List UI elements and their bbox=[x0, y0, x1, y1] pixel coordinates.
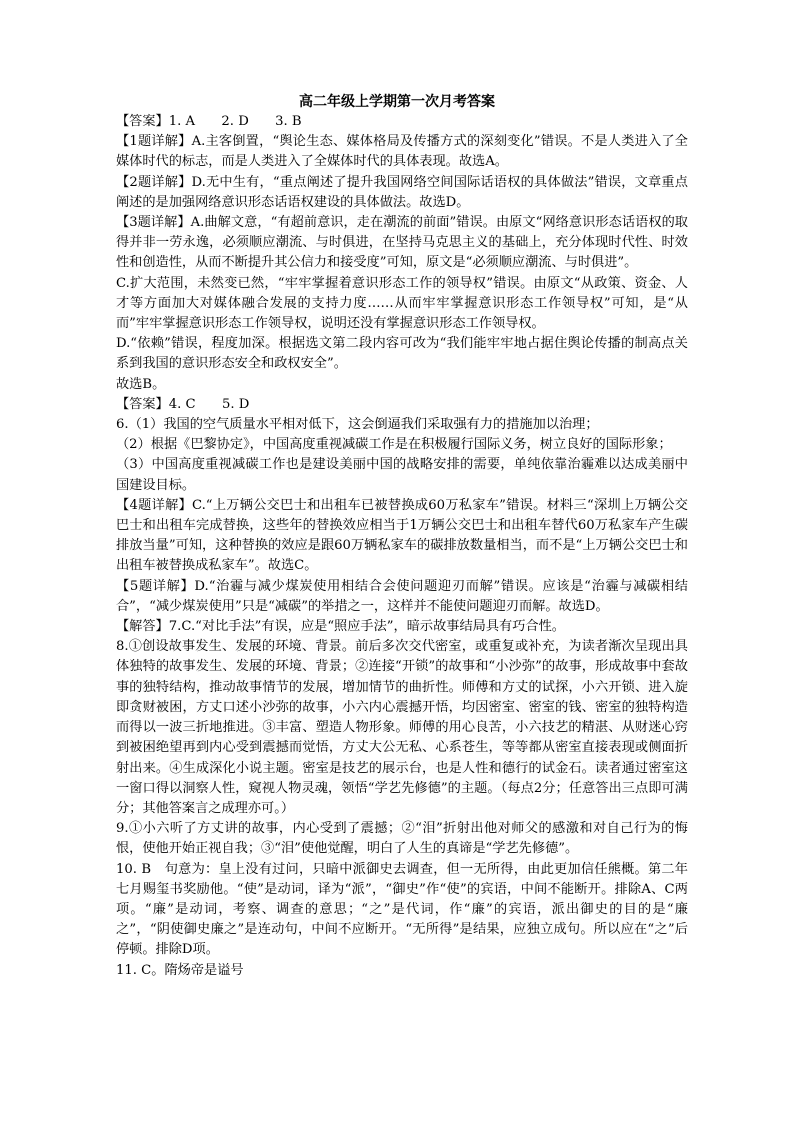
answer-paragraph: 8.①创设故事发生、发展的环境、背景。前后多次交代密室，或重复或补充，为读者渐次呈现出具体独特的故事发生、发展的环境、背景；②连接“开锁”的故事和“小沙弥”的故事，形成故事中套故事的独特结构，推动故事情节的发展，增加情节的曲折性。师傅和方丈的试探，小六开锁、进入旋即贪财被困，方丈口述小沙弥的故事，小六内心震撼开悟，均因密室、密室的钱、密室的独特构造而得以一波三折地推进。③丰富、塑造人物形象。师傅的用心良苦，小六技艺的精湛、从财迷心窍到被困绝望再到内心受到震撼而觉悟，方丈大公无私、心系苍生，等等都从密室直接表现或侧面折射出来。④生成深化小说主题。密室是技艺的展示台，也是人性和德行的试金石。读者通过密室这一窗口得以洞察人性，窥视人物灵魂，领悟“学艺先修德”的主题。（每点2分；任意答出三点即可满分；其他答案言之成理亦可。） bbox=[116, 639, 688, 816]
answer-paragraph: 故选B。 bbox=[116, 376, 166, 392]
answer-paragraph: D.“依赖”错误，程度加深。根据选文第二段内容可改为“我们能牢牢地占据住舆论传播的制高点关系到我国的意识形态安全和政权安全”。 bbox=[116, 336, 688, 372]
answer-paragraph: 10. B 句意为：皇上没有过问，只暗中派御史去调查，但一无所得，由此更加信任熊概。第二年七月赐玺书奖励他。“使”是动词，译为“派”，“御史”作“使”的宾语，中间不能断开。排除A、C两项。“廉”是动词，考察、调查的意思；“之”是代词，作“廉”的宾语，派出御史的目的是“廉之”，“阴使御史廉之”是连动句，中间不应断开。“无所得”是结果，应独立成句。所以应在“之”后停顿。排除D项。 bbox=[116, 861, 688, 958]
answer-paragraph: （3）中国高度重视减碳工作也是建设美丽中国的战略安排的需要，单纯依靠治霾难以达成美丽中国建设目标。 bbox=[116, 457, 688, 493]
answer-paragraph: C.扩大范围，未然变已然，“牢牢掌握着意识形态工作的领导权”错误。由原文“从政策、资金、人才等方面加大对媒体融合发展的支持力度……从而牢牢掌握意识形态工作领导权”可知，是“从而”牢牢掌握意识形态工作领导权，说明还没有掌握意识形态工作领导权。 bbox=[116, 275, 688, 332]
answer-paragraph: 【2题详解】D.无中生有，“重点阐述了提升我国网络空间国际话语权的具体做法”错误，文章重点阐述的是加强网络意识形态话语权建设的具体做法。故选D。 bbox=[116, 174, 688, 210]
answer-paragraph: 【4题详解】C.“上万辆公交巴士和出租车已被替换成60万私家车”错误。材料三“深圳上万辆公交巴士和出租车完成替换，这些年的替换效应相当于1万辆公交巴士和出租车替代60万私家车产生碳排放当量”可知，这种替换的效应是跟60万辆私家车的碳排放数量相当，而不是“上万辆公交巴士和出租车被替换成私家车”。故选C。 bbox=[116, 497, 688, 574]
answer-paragraph: 【答案】4. C 5. D bbox=[116, 396, 250, 412]
answer-paragraph: 9.①小六听了方丈讲的故事，内心受到了震撼；②“泪”折射出他对师父的感激和对自己行为的悔恨，使他开始正视自我；③“泪”使他觉醒，明白了人生的真谛是“学艺先修德”。 bbox=[116, 821, 688, 857]
answer-paragraph: 【解答】7.C.“对比手法”有误，应是“照应手法”，暗示故事结局具有巧合性。 bbox=[116, 619, 565, 635]
answer-body bbox=[116, 112, 688, 981]
answer-paragraph: 6.（1）我国的空气质量水平相对低下，这会倒逼我们采取强有力的措施加以治理； bbox=[116, 417, 599, 433]
answer-paragraph: 【答案】1. A 2. D 3. B bbox=[116, 114, 302, 129]
document-title: 高二年级上学期第一次月考答案 bbox=[299, 94, 495, 110]
answer-paragraph: 11. C。隋炀帝是谥号 bbox=[116, 962, 244, 978]
answer-paragraph: 【1题详解】A.主客倒置，“舆论生态、媒体格局及传播方式的深刻变化”错误。不是人类进入了全媒体时代的标志，而是人类进入了全媒体时代的具体表现。故选A。 bbox=[116, 134, 688, 170]
answer-paragraph: （2）根据《巴黎协定》，中国高度重视减碳工作是在积极履行国际义务，树立良好的国际形象； bbox=[116, 437, 672, 453]
answer-paragraph: 【5题详解】D.“治霾与减少煤炭使用相结合会使问题迎刃而解”错误。应该是“治霾与减碳相结合”，“减少煤炭使用”只是“减碳”的举措之一，这样并不能使问题迎刃而解。故选D。 bbox=[116, 578, 688, 614]
answer-paragraph: 【3题详解】A.曲解文意，“有超前意识，走在潮流的前面”错误。由原文“网络意识形态话语权的取得并非一劳永逸，必须顺应潮流、与时俱进，在坚持马克思主义的基础上，充分体现时代性、时效性和创造性，从而不断提升其公信力和接受度”可知，原文是“必须顺应潮流、与时俱进”。 bbox=[116, 215, 688, 271]
